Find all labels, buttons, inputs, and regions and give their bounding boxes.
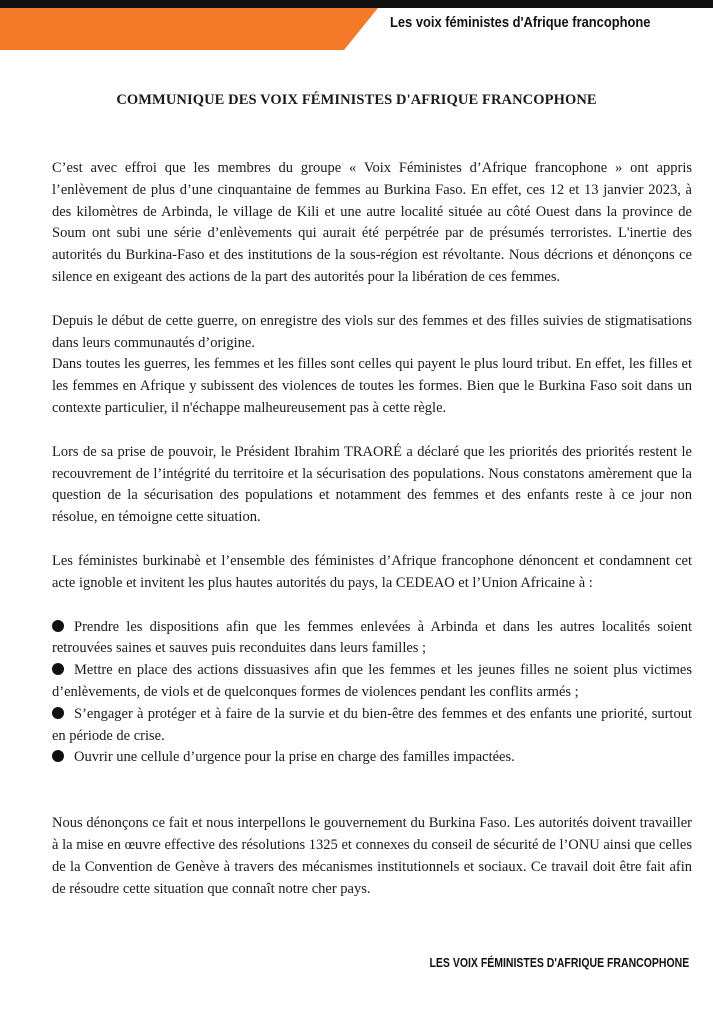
list-item-text: Mettre en place des actions dissuasives afin que les femmes et les jeunes filles ne soient plus victimes d’enlèvements, de viols et de quelconques formes de violences pendant les conflits armés ;: [52, 662, 692, 700]
list-item-text: Ouvrir une cellule d’urgence pour la prise en charge des familles impactées.: [74, 749, 515, 766]
document-title: COMMUNIQUE DES VOIX FÉMINISTES D'AFRIQUE FRANCOPHONE: [116, 92, 597, 108]
list-item: [52, 617, 692, 661]
list-item: [52, 747, 692, 769]
bullet-icon: [52, 750, 64, 762]
paragraph-intro: C’est avec effroi que les membres du groupe « Voix Féministes d’Afrique francophone » ont appris l’enlèvement de plus d’une cinquantaine de femmes au Burkina Faso. En effet, ces 12 et 13 janvier 2023, à des kilomètres de Arbinda, le village de Kili et une autre localité située au côté Ouest dans la province de Soum ont subi une série d’enlèvements qui aurait été perpétrée par de présumés terroristes. L'inertie des autorités du Burkina-Faso et des institutions de la sous-région est révoltante. Nous décrions et dénonçons ce silence en exigeant des actions de la part des autorités pour la libération de ces femmes.: [52, 160, 692, 285]
paragraph-wars-general: Dans toutes les guerres, les femmes et les filles sont celles qui payent le plus lourd tribut. En effet, les filles et les femmes en Afrique y subissent des violences de toutes les formes. Bien que le Burkina Faso soit dans un contexte particulier, il n'échappe malheureusement pas à cette règle.: [52, 356, 692, 416]
bullet-icon: [52, 707, 64, 719]
bullet-icon: [52, 620, 64, 632]
document-body: [52, 158, 692, 900]
signature: LES VOIX FÉMINISTES D'AFRIQUE FRANCOPHONE: [429, 956, 689, 970]
list-item: [52, 660, 692, 704]
demands-list: [52, 617, 692, 770]
bullet-icon: [52, 663, 64, 675]
top-black-bar: [0, 0, 713, 8]
paragraph-call: Les féministes burkinabè et l’ensemble des féministes d’Afrique francophone dénoncent et condamnent cet acte ignoble et invitent les plus hautes autorités du pays, la CEDEAO et l’Union Africaine à :: [52, 552, 692, 591]
paragraph-closing: Nous dénonçons ce fait et nous interpellons le gouvernement du Burkina Faso. Les autorités doivent travailler à la mise en œuvre effective des résolutions 1325 et connexes du conseil de sécurité de l’ONU ainsi que celles de la Convention de Genève à travers des mécanismes institutionnels et sociaux. Ce travail doit être fait afin de résoudre cette situation que connaît notre cher pays.: [52, 815, 692, 897]
list-item-text: Prendre les dispositions afin que les femmes enlevées à Arbinda et dans les autres localités soient retrouvées saines et sauves puis reconduites dans leurs familles ;: [52, 618, 692, 657]
list-item: [52, 704, 692, 748]
header-title: Les voix féministes d'Afrique francophone: [390, 14, 651, 31]
orange-header-banner: [0, 8, 378, 50]
paragraph-president: Lors de sa prise de pouvoir, le Président Ibrahim TRAORÉ a déclaré que les priorités des priorités restent le recouvrement de l’intégrité du territoire et la sécurisation des populations. Nous constatons amèrement que la question de la sécurisation des populations et notamment des femmes et des enfants reste à ce jour non résolue, en témoigne cette situation.: [52, 443, 692, 526]
list-item-text: S’engager à protéger et à faire de la survie et du bien-être des femmes et des enfants une priorité, surtout en période de crise.: [52, 705, 692, 744]
paragraph-war: Depuis le début de cette guerre, on enregistre des viols sur des femmes et des filles suivies de stigmatisations dans leurs communautés d’origine.: [52, 312, 692, 351]
